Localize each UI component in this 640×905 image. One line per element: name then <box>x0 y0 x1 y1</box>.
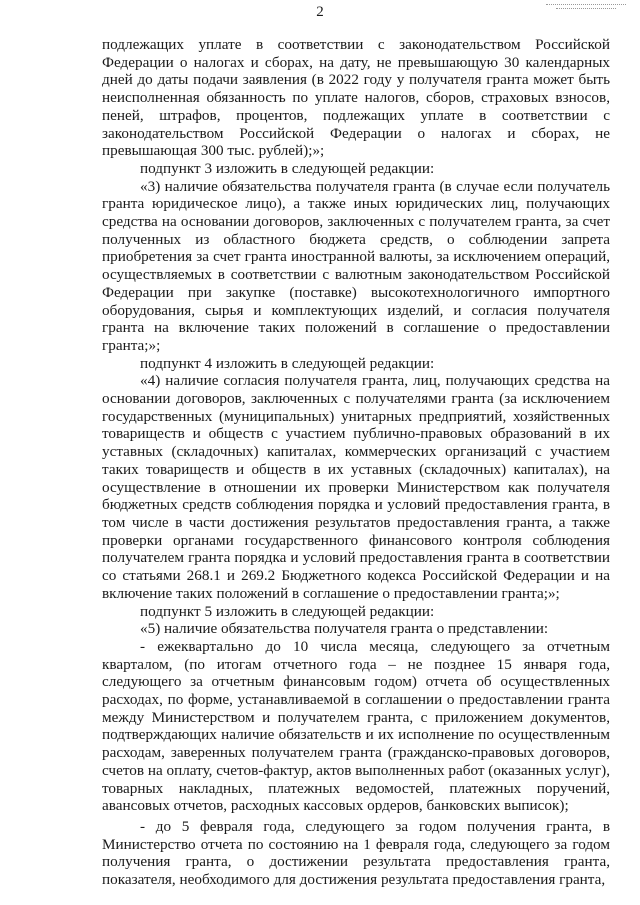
paragraph-bullet-quarterly-report: - ежеквартально до 10 числа месяца, следующего за отчетным кварталом, (по итогам отчетного года – не позднее 15 января года, следующего за отчетным финансовым годом) отчета об осуществленных расходах, по форме, устанавливаемой в соглашении о предоставлении гранта между Министерством и получателем гранта, с приложением документов, подтверждающих наличие обязательств и их исполнение по осуществленным расходам, заверенных получателем гранта (гражданско-правовых договоров, счетов на оплату, счетов-фактур, актов выполненных работ (оказанных услуг), товарных накладных, платежных ведомостей, платежных поручений, авансовых отчетов, расходных кассовых ордеров, банковских выписок); <box>102 637 611 815</box>
document-body <box>102 36 610 889</box>
paragraph-subpoint-5-intro: «5) наличие обязательства получателя гранта о представлении: <box>140 620 549 638</box>
scan-artifact-line <box>546 4 626 6</box>
page-number: 2 <box>316 4 324 20</box>
paragraph-subpoint-3-heading: подпункт 3 изложить в следующей редакции: <box>140 159 435 177</box>
paragraph-subpoint-4-heading: подпункт 4 изложить в следующей редакции: <box>140 354 435 372</box>
scan-artifact-line <box>556 8 616 10</box>
paragraph-bullet-annual-report: - до 5 февраля года, следующего за годом получения гранта, в Министерство отчета по состоянию на 1 февраля года, следующего за годом получения гранта, о достижении результата предоставления гранта, показателя, необходимого для достижения результата предоставления гранта, <box>102 817 610 889</box>
paragraph-subpoint-4-text: «4) наличие согласия получателя гранта, лиц, получающих средства на основании договоров, заключенных с получателями гранта (за исключением государственных (муниципальных) унитарных предприятий, хозяйственных товариществ и обществ с участием публично-правовых образований в их уставных (складочных) капиталах, коммерческих организаций с участием таких товариществ и обществ в их уставных (складочных) капиталах), на осуществление в отношении их проверки Министерством как получателя бюджетных средств соблюдения порядка и условий предоставления гранта, в том числе в части достижения результатов предоставления гранта, а также проверки органами государственного финансового контроля соблюдения получателем гранта порядка и условий предоставления гранта в соответствии со статьями 268.1 и 269.2 Бюджетного кодекса Российской Федерации и на включение таких положений в соглашение о предоставлении гранта;»; <box>102 372 610 602</box>
paragraph-subpoint-5-heading: подпункт 5 изложить в следующей редакции: <box>140 602 435 620</box>
paragraph-subpoint-3-text: «3) наличие обязательства получателя гранта (в случае если получатель гранта юридическое лицо), а также иных юридических лиц, получающих средства на основании договоров, заключенных с получателем гранта, за счет полученных из областного бюджета средств, о соблюдении запрета приобретения за счет гранта иностранной валюты, за исключением операций, осуществляемых в соответствии с валютным законодательством Российской Федерации при закупке (поставке) высокотехнологичного импортного оборудования, сырья и комплектующих изделий, и согласия получателя гранта на включение таких положений в соглашение о предоставлении гранта;»; <box>102 177 610 354</box>
paragraph-continuation: подлежащих уплате в соответствии с законодательством Российской Федерации о налогах и сборах, на дату, не превышающую 30 календарных дней до даты подачи заявления (в 2022 году у получателя гранта может быть неисполненная обязанность по уплате налогов, сборов, страховых взносов, пеней, штрафов, процентов, подлежащих уплате в соответствии с законодательством Российской Федерации о налогах и сборах, не превышающая 300 тыс. рублей);»; <box>102 36 610 160</box>
